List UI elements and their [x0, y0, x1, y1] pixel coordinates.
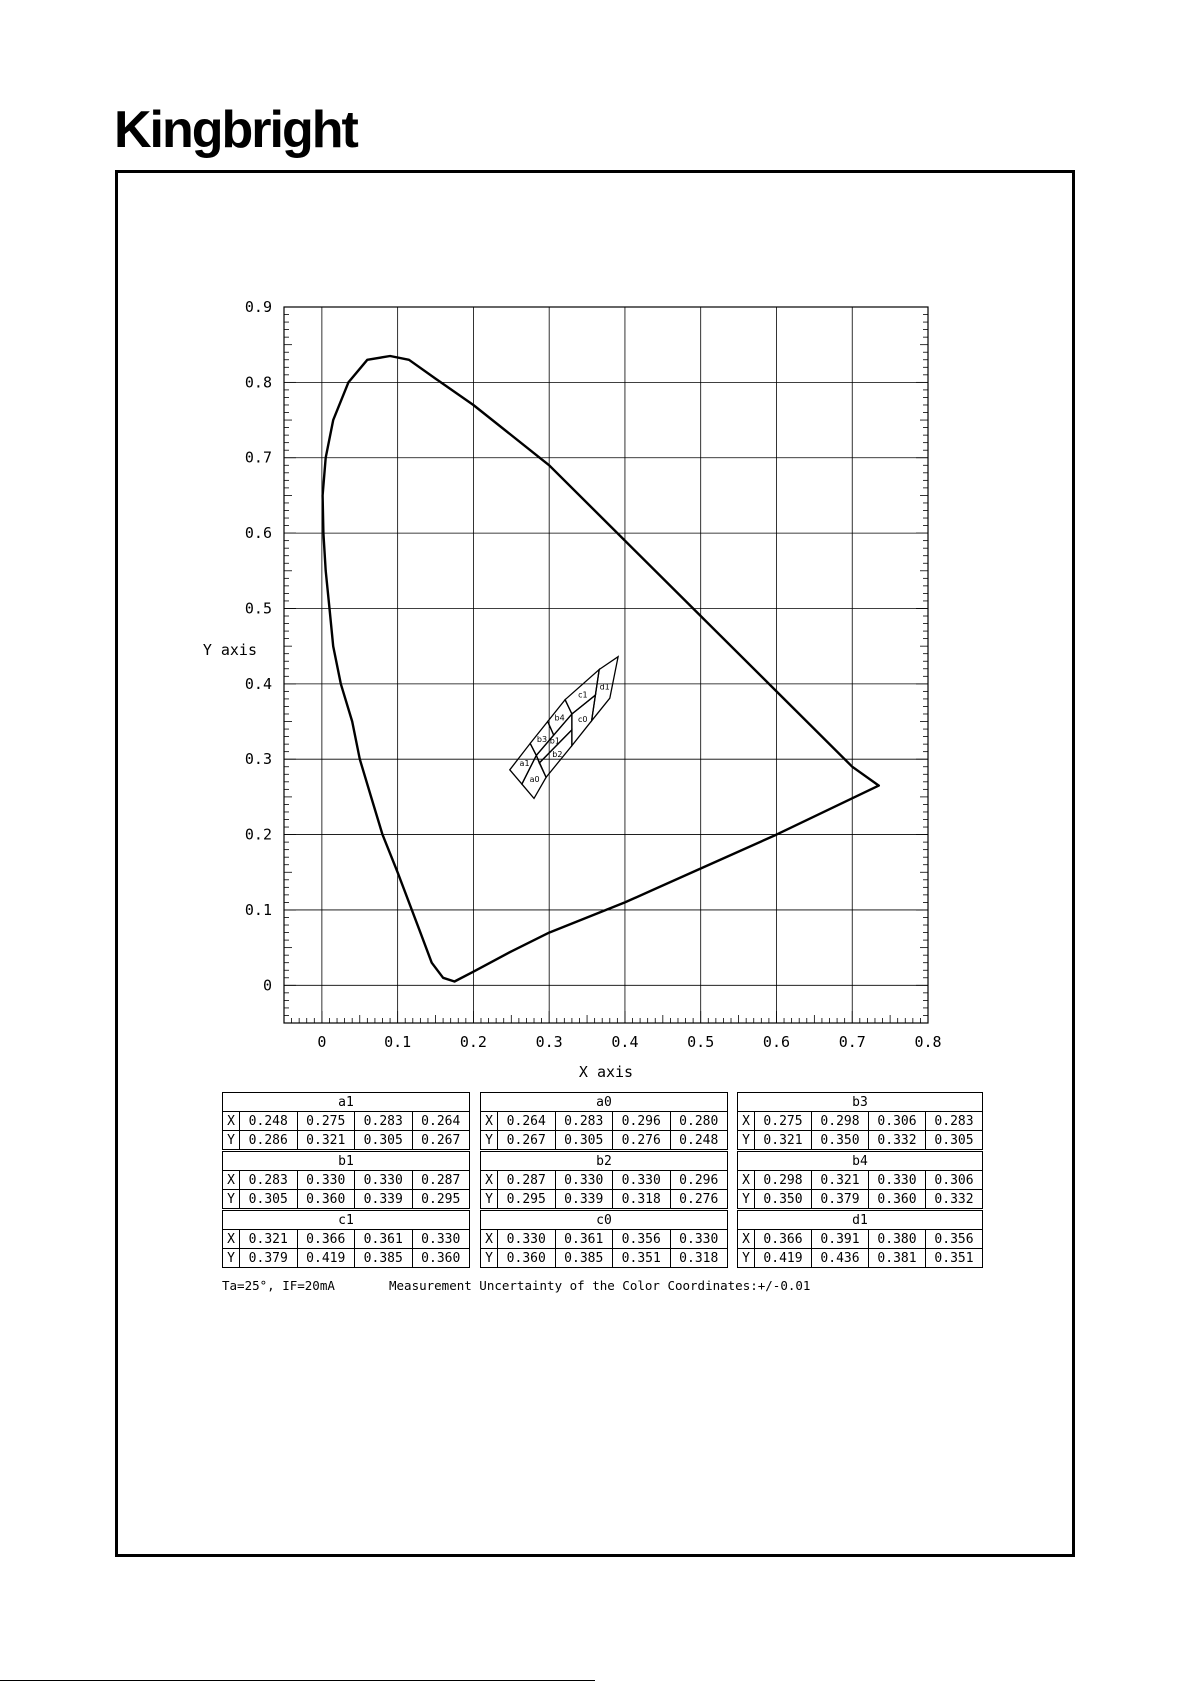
x-value: 0.330 — [355, 1171, 413, 1190]
y-value: 0.267 — [498, 1131, 556, 1150]
bin-label-a1: a1 — [519, 759, 530, 769]
y-value: 0.436 — [812, 1249, 869, 1268]
y-label: Y — [738, 1249, 755, 1268]
x-value: 0.283 — [240, 1171, 298, 1190]
x-label: X — [223, 1230, 240, 1249]
bin-table-a1 — [222, 1092, 470, 1150]
bin-table-b1 — [222, 1151, 470, 1209]
y-value: 0.385 — [355, 1249, 413, 1268]
y-value: 0.350 — [755, 1190, 812, 1209]
x-value: 0.356 — [926, 1230, 983, 1249]
y-label: Y — [481, 1190, 498, 1209]
y-value: 0.360 — [869, 1190, 926, 1209]
x-value: 0.264 — [412, 1112, 470, 1131]
y-value: 0.276 — [613, 1131, 671, 1150]
x-value: 0.330 — [498, 1230, 556, 1249]
y-label: Y — [481, 1249, 498, 1268]
x-label: X — [223, 1171, 240, 1190]
y-value: 0.332 — [869, 1131, 926, 1150]
x-tick-label: 0.8 — [914, 1033, 942, 1051]
x-value: 0.366 — [297, 1230, 355, 1249]
y-value: 0.419 — [297, 1249, 355, 1268]
x-value: 0.330 — [555, 1171, 613, 1190]
y-value: 0.360 — [297, 1190, 355, 1209]
bin-name: c0 — [481, 1211, 728, 1230]
x-value: 0.296 — [670, 1171, 728, 1190]
y-label: Y — [738, 1131, 755, 1150]
y-value: 0.351 — [926, 1249, 983, 1268]
x-value: 0.321 — [240, 1230, 298, 1249]
y-tick-label: 0.4 — [244, 674, 272, 693]
x-value: 0.366 — [755, 1230, 812, 1249]
y-label: Y — [223, 1131, 240, 1150]
bin-name: c1 — [223, 1211, 470, 1230]
bin-name: b1 — [223, 1152, 470, 1171]
y-value: 0.360 — [412, 1249, 470, 1268]
y-value: 0.295 — [412, 1190, 470, 1209]
x-value: 0.275 — [297, 1112, 355, 1131]
bin-name: a0 — [481, 1093, 728, 1112]
y-label: Y — [481, 1131, 498, 1150]
x-value: 0.283 — [926, 1112, 983, 1131]
y-value: 0.350 — [812, 1131, 869, 1150]
x-value: 0.283 — [555, 1112, 613, 1131]
y-value: 0.295 — [498, 1190, 556, 1209]
y-value: 0.321 — [297, 1131, 355, 1150]
x-tick-label: 0.3 — [535, 1033, 563, 1051]
y-value: 0.385 — [555, 1249, 613, 1268]
y-tick-label: 0.3 — [244, 750, 272, 769]
x-tick-label: 0.6 — [762, 1033, 791, 1051]
y-tick-label: 0 — [262, 976, 272, 995]
x-value: 0.287 — [498, 1171, 556, 1190]
y-tick-label: 0.6 — [244, 524, 272, 543]
x-label: X — [481, 1112, 498, 1131]
y-value: 0.360 — [498, 1249, 556, 1268]
bin-table-a0 — [480, 1092, 728, 1150]
x-value: 0.298 — [812, 1112, 869, 1131]
y-value: 0.381 — [869, 1249, 926, 1268]
bin-label-b1: b1 — [549, 736, 560, 746]
footer-divider — [0, 1680, 595, 1681]
y-tick-label: 0.8 — [244, 373, 272, 392]
x-value: 0.361 — [355, 1230, 413, 1249]
x-value: 0.275 — [755, 1112, 812, 1131]
y-value: 0.332 — [926, 1190, 983, 1209]
x-axis-label: X axis — [578, 1063, 634, 1081]
y-label: Y — [738, 1190, 755, 1209]
y-value: 0.379 — [240, 1249, 298, 1268]
x-value: 0.248 — [240, 1112, 298, 1131]
y-value: 0.379 — [812, 1190, 869, 1209]
y-value: 0.419 — [755, 1249, 812, 1268]
x-value: 0.306 — [926, 1171, 983, 1190]
x-value: 0.391 — [812, 1230, 869, 1249]
x-value: 0.296 — [613, 1112, 671, 1131]
y-value: 0.318 — [670, 1249, 728, 1268]
x-value: 0.321 — [812, 1171, 869, 1190]
y-value: 0.339 — [355, 1190, 413, 1209]
y-value: 0.276 — [670, 1190, 728, 1209]
y-value: 0.305 — [926, 1131, 983, 1150]
y-axis-label: Y axis — [202, 640, 257, 659]
x-value: 0.264 — [498, 1112, 556, 1131]
x-label: X — [738, 1171, 755, 1190]
test-conditions: Ta=25°, IF=20mA — [222, 1278, 335, 1293]
x-tick-label: 0.1 — [384, 1033, 412, 1051]
bin-name: b2 — [481, 1152, 728, 1171]
x-value: 0.330 — [869, 1171, 926, 1190]
y-value: 0.305 — [555, 1131, 613, 1150]
y-tick-label: 0.9 — [244, 298, 272, 316]
x-value: 0.330 — [613, 1171, 671, 1190]
x-label: X — [481, 1171, 498, 1190]
bin-table-b4 — [737, 1151, 983, 1209]
bin-name: b4 — [738, 1152, 983, 1171]
y-tick-label: 0.7 — [244, 448, 272, 467]
brand-logo: Kingbright — [114, 101, 357, 159]
y-label: Y — [223, 1249, 240, 1268]
y-value: 0.351 — [613, 1249, 671, 1268]
y-tick-label: 0.1 — [244, 900, 272, 919]
y-value: 0.305 — [355, 1131, 413, 1150]
x-tick-label: 0.2 — [459, 1033, 487, 1051]
bin-table-b3 — [737, 1092, 983, 1150]
x-value: 0.361 — [555, 1230, 613, 1249]
x-label: X — [223, 1112, 240, 1131]
bin-table-c1 — [222, 1210, 470, 1268]
x-tick-label: 0.5 — [687, 1033, 715, 1051]
x-value: 0.356 — [613, 1230, 671, 1249]
x-value: 0.330 — [297, 1171, 355, 1190]
y-tick-label: 0.2 — [244, 825, 272, 844]
x-tick-label: 0 — [317, 1033, 327, 1051]
bin-label-d1: d1 — [599, 682, 610, 692]
y-value: 0.318 — [613, 1190, 671, 1209]
y-value: 0.339 — [555, 1190, 613, 1209]
x-value: 0.330 — [412, 1230, 470, 1249]
x-value: 0.283 — [355, 1112, 413, 1131]
bin-table-c0 — [480, 1210, 728, 1268]
measurement-uncertainty: Measurement Uncertainty of the Color Coordinates:+/-0.01 — [389, 1278, 811, 1293]
bin-name: b3 — [738, 1093, 983, 1112]
x-value: 0.298 — [755, 1171, 812, 1190]
y-tick-label: 0.5 — [244, 599, 272, 618]
y-label: Y — [223, 1190, 240, 1209]
y-value: 0.248 — [670, 1131, 728, 1150]
bin-name: d1 — [738, 1211, 983, 1230]
x-label: X — [738, 1230, 755, 1249]
bin-table-d1 — [737, 1210, 983, 1268]
bin-label-b2: b2 — [552, 749, 563, 759]
y-value: 0.305 — [240, 1190, 298, 1209]
x-value: 0.330 — [670, 1230, 728, 1249]
bin-label-b3: b3 — [536, 734, 548, 744]
x-value: 0.380 — [869, 1230, 926, 1249]
x-value: 0.287 — [412, 1171, 470, 1190]
bin-name: a1 — [223, 1093, 470, 1112]
bin-label-b4: b4 — [554, 713, 565, 723]
x-tick-label: 0.7 — [838, 1033, 866, 1051]
x-tick-label: 0.4 — [611, 1033, 639, 1051]
y-value: 0.286 — [240, 1131, 298, 1150]
x-value: 0.280 — [670, 1112, 728, 1131]
x-value: 0.306 — [869, 1112, 926, 1131]
x-label: X — [738, 1112, 755, 1131]
bin-label-c0: c0 — [577, 714, 588, 724]
bin-label-c1: c1 — [578, 690, 588, 700]
bin-table-b2 — [480, 1151, 728, 1209]
y-value: 0.267 — [412, 1131, 470, 1150]
x-label: X — [481, 1230, 498, 1249]
bin-label-a0: a0 — [529, 774, 540, 784]
y-value: 0.321 — [755, 1131, 812, 1150]
